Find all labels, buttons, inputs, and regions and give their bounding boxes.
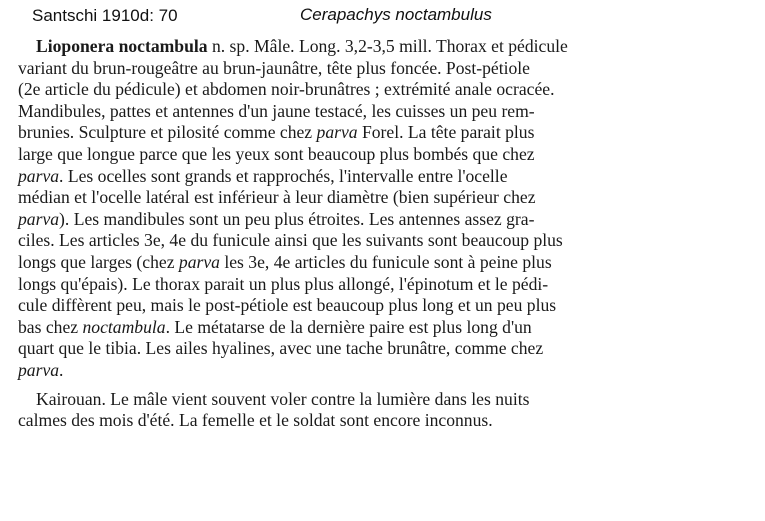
text-line: calmes des mois d'été. La femelle et le soldat sont encore inconnus. [18,410,493,431]
text-line: variant du brun-rougeâtre au brun-jaunâtre, tête plus foncée. Post-pétiole [18,57,530,78]
text-line: parva. [18,359,64,380]
species-ref: parva [18,165,60,186]
citation-reference: Santschi 1910d: 70 [32,6,178,25]
text-line: brunies. Sculpture et pilosité comme chez parva Forel. La tête parait plus [18,122,535,143]
text-line: Lioponera noctambula n. sp. Mâle. Long. 3,2-3,5 mill. Thorax et pédicule [36,36,568,56]
text-line: (2e article du pédicule) et abdomen noir-brunâtres ; extrémité anale ocracée. [18,79,555,100]
species-ref: parva [316,122,358,143]
text-line: longs que larges (chez parva les 3e, 4e articles du funicule sont à peine plus [18,251,552,272]
text-line: parva). Les mandibules sont un peu plus étroites. Les antennes assez gra- [18,208,535,229]
text-line: parva. Les ocelles sont grands et rapprochés, l'intervalle entre l'ocelle [18,165,508,186]
taxon-name: Lioponera noctambula [36,36,208,56]
description-text [18,36,753,432]
text-line: longs qu'épais). Le thorax parait un plus plus allongé, l'épinotum et le pédi- [18,273,549,294]
page-header [32,6,732,30]
species-ref: parva [18,359,60,380]
text-line: large que longue parce que les yeux sont beaucoup plus bombés que chez [18,143,535,164]
text-line: Kairouan. Le mâle vient souvent voler contre la lumière dans les nuits [36,388,530,409]
species-ref: parva [178,251,220,272]
text-line: ciles. Les articles 3e, 4e du funicule ainsi que les suivants sont beaucoup plus [18,230,563,251]
text-line: médian et l'ocelle latéral est inférieur à leur diamètre (bien supérieur chez [18,187,536,208]
text-line: bas chez noctambula. Le métatarse de la dernière paire est plus long d'un [18,316,532,337]
species-name-heading: Cerapachys noctambulus [300,5,492,24]
text-line: Mandibules, pattes et antennes d'un jaune testacé, les cuisses un peu rem- [18,100,535,121]
species-ref: noctambula [82,316,166,337]
text-line: quart que le tibia. Les ailes hyalines, avec une tache brunâtre, comme chez [18,338,544,359]
species-ref: parva [18,208,60,229]
text-line: cule diffèrent peu, mais le post-pétiole est beaucoup plus long et un peu plus [18,295,557,316]
